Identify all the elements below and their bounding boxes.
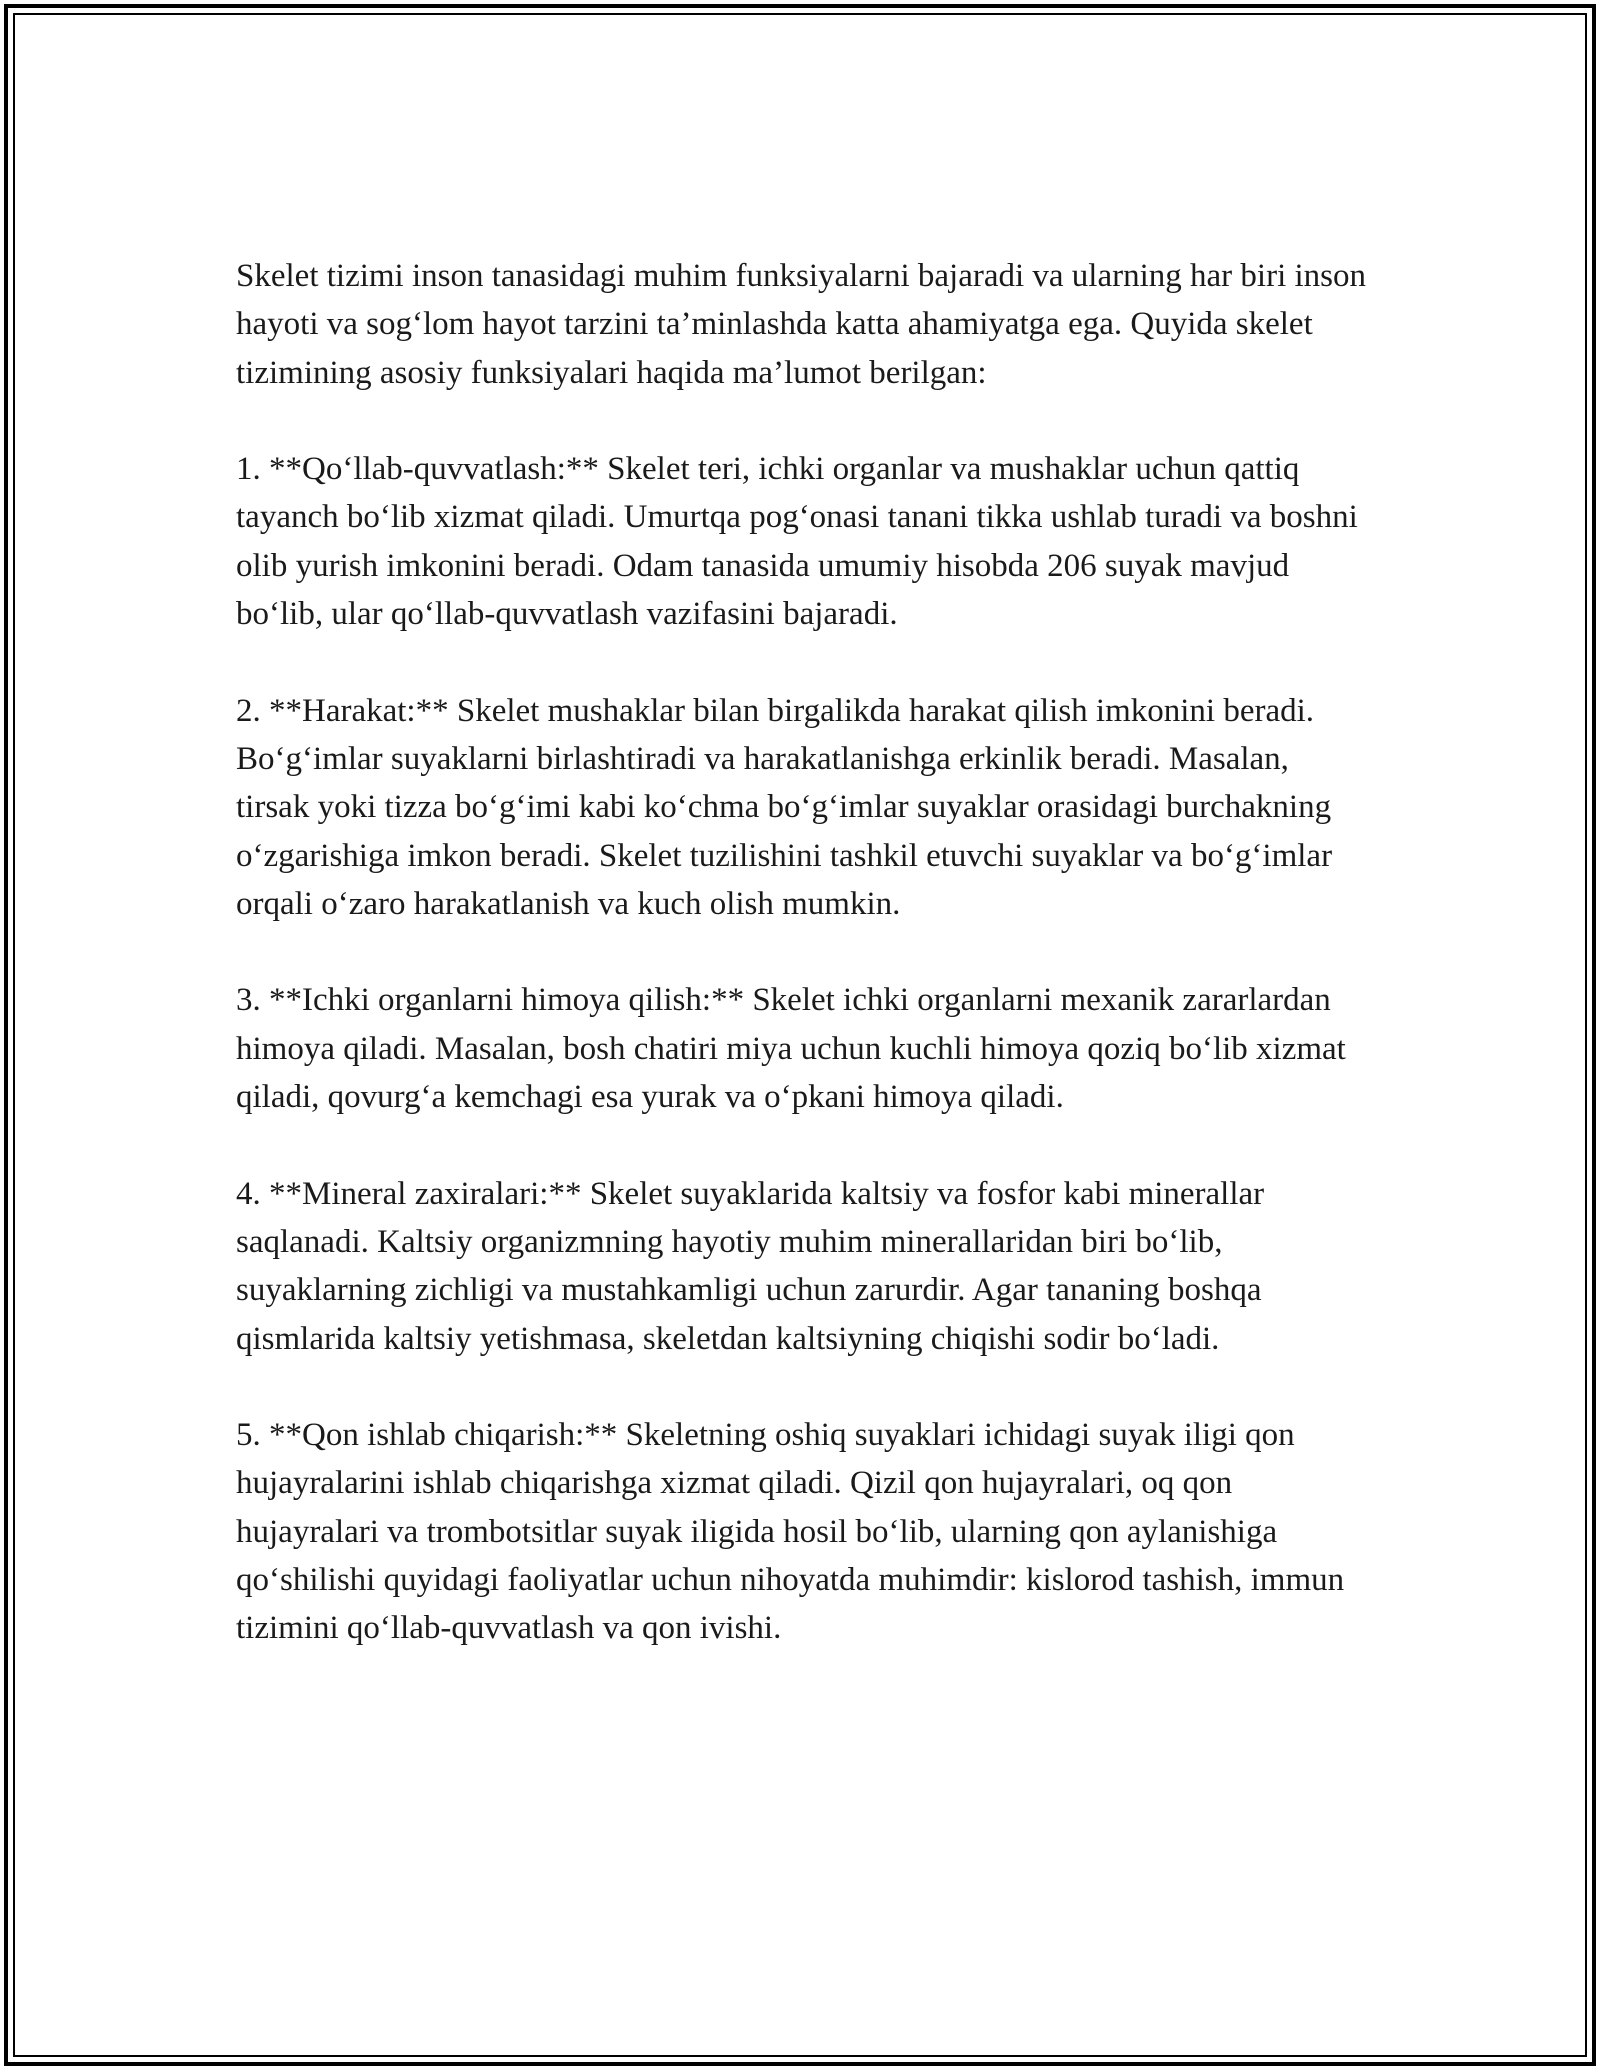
list-item-movement: 2. **Harakat:** Skelet mushaklar bilan birgalikda harakat qilish imkonini beradi. Bo‘g‘imlar suyaklarni birlashtiradi va harakatlanishga erkinlik beradi. Masalan, tirsak yoki tizza bo‘g‘imi kabi ko‘chma bo‘g‘imlar suyaklar orasidagi burchakning o‘zgarishiga imkon beradi. Skelet tuzilishini tashkil etuvchi suyaklar va bo‘g‘imlar orqali o‘zaro harakatlanish va kuch olish mumkin. — [236, 692, 1333, 922]
list-item-organ-protection: 3. **Ichki organlarni himoya qilish:** Skelet ichki organlarni mexanik zararlardan himoya qiladi. Masalan, bosh chatiri miya uchun kuchli himoya qoziq bo‘lib xizmat qiladi, qovurg‘a kemchagi esa yurak va o‘pkani himoya qiladi. — [236, 982, 1346, 1116]
list-item-mineral-storage: 4. **Mineral zaxiralari:** Skelet suyaklarida kaltsiy va fosfor kabi minerallar saqlanadi. Kaltsiy organizmning hayotiy muhim minerallaridan biri bo‘lib, suyaklarning zichligi va mustahkamligi uchun zarurdir. Agar tananing boshqa qismlarida kaltsiy yetishmasa, skeletdan kaltsiyning chiqishi sodir bo‘ladi. — [236, 1175, 1265, 1357]
list-item-support: 1. **Qo‘llab-quvvatlash:** Skelet teri, ichki organlar va mushaklar uchun qattiq tayanch bo‘lib xizmat qiladi. Umurtqa pog‘onasi tanani tikka ushlab turadi va boshni olib yurish imkonini beradi. Odam tanasida umumiy hisobda 206 suyak mavjud bo‘lib, ular qo‘llab-quvvatlash vazifasini bajaradi. — [236, 451, 1358, 633]
list-item-blood-production: 5. **Qon ishlab chiqarish:** Skeletning oshiq suyaklari ichidagi suyak iligi qon hujayralarini ishlab chiqarishga xizmat qiladi. Qizil qon hujayralari, oq qon hujayralari va trombotsitlar suyak iligida hosil bo‘lib, ularning qon aylanishiga qo‘shilishi quyidagi faoliyatlar uchun nihoyatda muhimdir: kislorod tashish, immun tizimini qo‘llab-quvvatlash va qon ivishi. — [236, 1417, 1345, 1647]
intro-paragraph: Skelet tizimi inson tanasidagi muhim funksiyalarni bajaradi va ularning har biri inson hayoti va sog‘lom hayot tarzini ta’minlashda katta ahamiyatga ega. Quyida skelet tizimining asosiy funksiyalari haqida ma’lumot berilgan: — [236, 258, 1367, 391]
document-body — [236, 252, 1366, 1653]
